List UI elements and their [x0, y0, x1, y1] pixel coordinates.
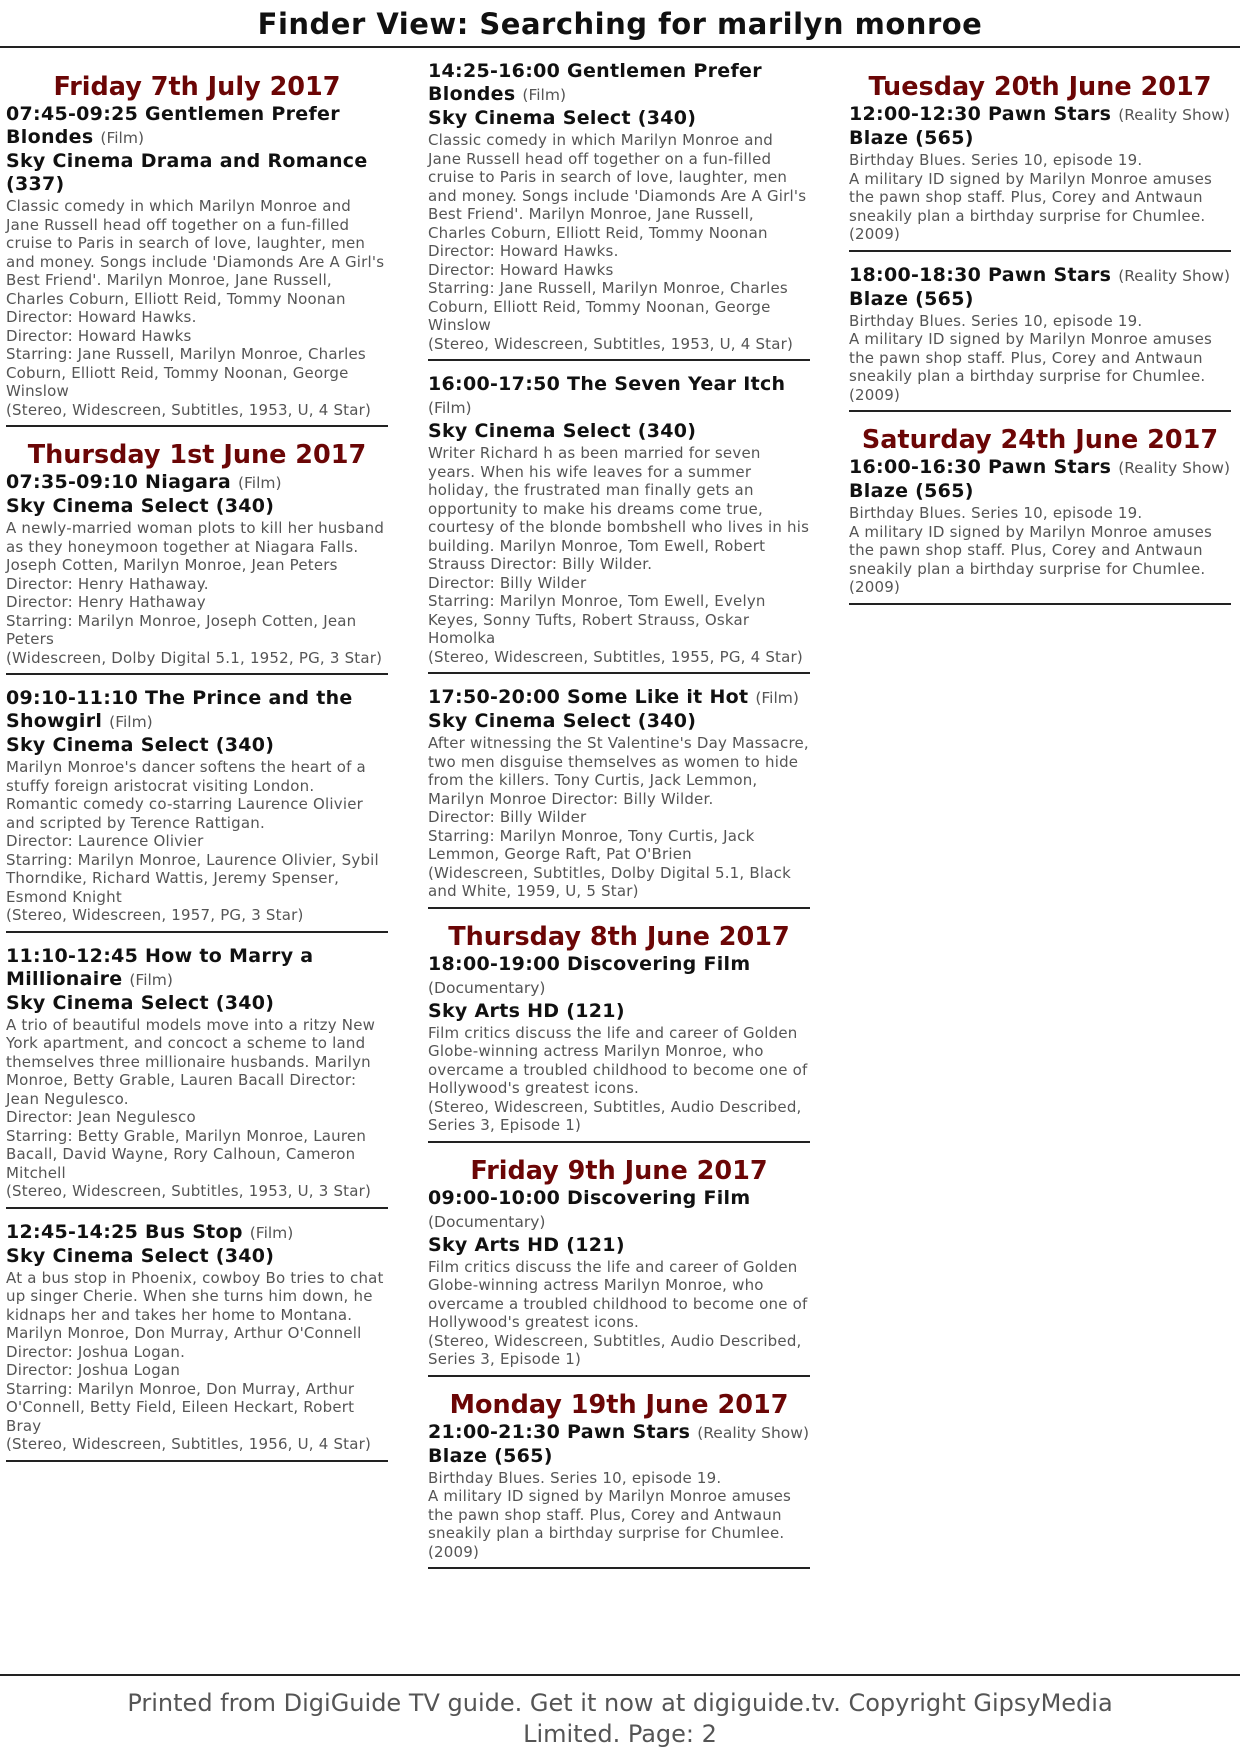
programme-genre: (Documentary)	[428, 978, 546, 997]
programme-genre: (Reality Show)	[1118, 459, 1231, 477]
programme-description: Birthday Blues. Series 10, episode 19. A military ID signed by Marilyn Monroe amuses the pawn shop staff. Plus, Corey and Antwaun sneakily plan a birthday surprise for Chumlee. (2009)	[849, 151, 1213, 243]
programme-channel: Sky Cinema Select (340)	[428, 710, 697, 732]
programme-description: Classic comedy in which Marilyn Monroe and Jane Russell head off together on a fun-filled cruise to Paris in search of love, laughter, men and money. Songs include 'Diamonds Are A Girl's Best Friend'. Marilyn Monroe, Jane Russell, Charles Coburn, Elliott Reid, Tommy Noonan Director: Howard Hawks. Director: Howard Hawks Starring: Jane Russell, Marilyn Monroe, Charles Coburn, Elliott Reid, Tommy Noonan, George Winslow (Stereo, Widescreen, Subtitles, 1953, U, 4 Star)	[6, 197, 385, 419]
programme-time-title: 07:35-09:10 Niagara	[6, 471, 232, 493]
programme-channel: Sky Cinema Select (340)	[6, 495, 275, 517]
programme-time-title: 16:00-16:30 Pawn Stars	[849, 456, 1112, 478]
programme-heading	[6, 945, 388, 992]
programme-description: Classic comedy in which Marilyn Monroe and Jane Russell head off together on a fun-filled cruise to Paris in search of love, laughter, men and money. Songs include 'Diamonds Are A Girl's Best Friend'. Marilyn Monroe, Jane Russell, Charles Coburn, Elliott Reid, Tommy Noonan Director: Howard Hawks. Director: Howard Hawks Starring: Jane Russell, Marilyn Monroe, Charles Coburn, Elliott Reid, Tommy Noonan, George Winslow (Stereo, Widescreen, Subtitles, 1953, U, 4 Star)	[428, 131, 807, 353]
programme-genre: (Film)	[237, 474, 282, 492]
programme-description: Film critics discuss the life and career of Golden Globe-winning actress Marilyn Monroe, who overcame a troubled childhood to become one of Hollywood's greatest icons. (Stereo, Widescreen, Subtitles, Audio Described, Series 3, Episode 1)	[428, 1023, 808, 1134]
programme-genre: (Documentary)	[428, 1212, 546, 1231]
programme-description: Film critics discuss the life and career of Golden Globe-winning actress Marilyn Monroe, who overcame a troubled childhood to become one of Hollywood's greatest icons. (Stereo, Widescreen, Subtitles, Audio Described, Series 3, Episode 1)	[428, 1257, 808, 1368]
programme-entry[interactable]	[6, 945, 388, 1209]
programme-heading	[428, 373, 810, 420]
day-heading: Tuesday 20th June 2017	[868, 72, 1212, 102]
programme-genre: (Film)	[109, 713, 153, 731]
programme-genre: (Reality Show)	[1118, 266, 1231, 285]
programme-description: A trio of beautiful models move into a ritzy New York apartment, and concoct a scheme to land themselves three millionaire husbands. Marilyn Monroe, Betty Grable, Lauren Bacall Director: Jean Negulesco. Director: Jean Negulesco Starring: Betty Grable, Marilyn Monroe, Lauren Bacall, David Wayne, Rory Calhoun, Cameron Mitchell (Stereo, Widescreen, Subtitles, 1953, U, 3 Star)	[6, 1015, 376, 1200]
programme-entry[interactable]	[6, 687, 388, 933]
programme-heading	[428, 953, 810, 1000]
day-heading: Monday 19th June 2017	[449, 1389, 789, 1420]
programme-channel: Blaze (565)	[849, 127, 974, 149]
programme-genre: (Film)	[755, 689, 799, 707]
programme-entry[interactable]	[428, 60, 810, 361]
programme-genre: (Film)	[522, 86, 566, 104]
programme-channel: Sky Cinema Select (340)	[6, 1244, 275, 1267]
programme-entry[interactable]	[428, 1187, 810, 1377]
programme-channel: Sky Cinema Drama and Romance (337)	[6, 150, 368, 195]
programme-channel: Sky Cinema Select (340)	[428, 420, 697, 442]
day-heading: Thursday 1st June 2017	[27, 440, 367, 470]
programme-description: Marilyn Monroe's dancer softens the heart of a stuffy foreign aristocrat visiting London. Romantic comedy co-starring Laurence Olivier and scripted by Terence Rattigan. Director: Laurence Olivier Starring: Marilyn Monroe, Laurence Olivier, Sybil Thorndike, Richard Wattis, Jeremy Spenser, Esmond Knight (Stereo, Widescreen, 1957, PG, 3 Star)	[6, 758, 379, 924]
programme-description: Birthday Blues. Series 10, episode 19. A military ID signed by Marilyn Monroe amuses the pawn shop staff. Plus, Corey and Antwaun sneakily plan a birthday surprise for Chumlee. (2009)	[428, 1468, 792, 1561]
programme-entry[interactable]	[849, 456, 1231, 605]
programme-genre: (Film)	[249, 1223, 294, 1242]
programme-entry[interactable]	[428, 686, 810, 909]
programme-entry[interactable]	[428, 953, 810, 1143]
programme-heading	[428, 686, 810, 710]
print-footer	[0, 1674, 1240, 1750]
programme-heading	[428, 60, 810, 107]
programme-channel: Sky Arts HD (121)	[428, 1233, 625, 1256]
programme-channel: Sky Cinema Select (340)	[6, 991, 275, 1014]
listing-column-3	[849, 60, 1231, 617]
programme-genre: (Reality Show)	[697, 1423, 810, 1442]
programme-heading	[428, 1187, 810, 1234]
programme-entry[interactable]	[428, 1421, 810, 1570]
programme-channel: Blaze (565)	[849, 287, 974, 310]
programme-heading	[6, 687, 388, 734]
programme-time-title: 14:25-16:00 Gentlemen Prefer Blondes	[428, 60, 762, 105]
programme-description: After witnessing the St Valentine's Day Massacre, two men disguise themselves as women to hide from the killers. Tony Curtis, Jack Lemmon, Marilyn Monroe Director: Billy Wilder. Director: Billy Wilder Starring: Marilyn Monroe, Tony Curtis, Jack Lemmon, George Raft, Pat O'Brien (Widescreen, Subtitles, Dolby Digital 5.1, Black and White, 1959, U, 5 Star)	[428, 734, 809, 900]
programme-genre: (Film)	[129, 970, 173, 989]
programme-heading	[6, 471, 388, 495]
programme-channel: Sky Arts HD (121)	[428, 999, 625, 1022]
programme-description: At a bus stop in Phoenix, cowboy Bo tries to chat up singer Cherie. When she turns him down, he kidnaps her and takes her home to Montana. Marilyn Monroe, Don Murray, Arthur O'Connell Director: Joshua Logan. Director: Joshua Logan Starring: Marilyn Monroe, Don Murray, Arthur O'Connell, Betty Field, Eileen Heckart, Robert Bray (Stereo, Widescreen, Subtitles, 1956, U, 4 Star)	[6, 1268, 384, 1453]
programme-entry[interactable]	[428, 373, 810, 674]
programme-time-title: 12:00-12:30 Pawn Stars	[849, 103, 1112, 125]
programme-genre: (Film)	[100, 129, 144, 147]
programme-description: Birthday Blues. Series 10, episode 19. A military ID signed by Marilyn Monroe amuses the pawn shop staff. Plus, Corey and Antwaun sneakily plan a birthday surprise for Chumlee. (2009)	[849, 504, 1213, 596]
programme-time-title: 09:00-10:00 Discovering Film	[428, 1186, 751, 1209]
programme-time-title: 18:00-18:30 Pawn Stars	[849, 263, 1112, 286]
programme-description: A newly-married woman plots to kill her husband as they honeymoon together at Niagara Falls. Joseph Cotten, Marilyn Monroe, Jean Peters Director: Henry Hathaway. Director: Henry Hathaway Starring: Marilyn Monroe, Joseph Cotten, Jean Peters (Widescreen, Dolby Digital 5.1, 1952, PG, 3 Star)	[6, 519, 385, 667]
programme-genre: (Film)	[428, 399, 472, 417]
programme-time-title: 09:10-11:10 The Prince and the Showgirl	[6, 687, 353, 732]
programme-time-title: 07:45-09:25 Gentlemen Prefer Blondes	[6, 103, 340, 148]
footer-text: Printed from DigiGuide TV guide. Get it now at digiguide.tv. Copyright GipsyMedia Limited. Page: 2	[127, 1689, 1113, 1748]
programme-entry[interactable]	[849, 103, 1231, 252]
programme-description: Writer Richard h as been married for seven years. When his wife leaves for a summer holiday, the frustrated man finally gets an opportunity to make his dreams come true, courtesy of the blonde bombshell who lives in his building. Marilyn Monroe, Tom Ewell, Robert Strauss Director: Billy Wilder. Director: Billy Wilder Starring: Marilyn Monroe, Tom Ewell, Evelyn Keyes, Sonny Tufts, Robert Strauss, Oskar Homolka (Stereo, Widescreen, Subtitles, 1955, PG, 4 Star)	[428, 444, 810, 666]
programme-channel: Sky Cinema Select (340)	[6, 734, 275, 756]
day-heading: Thursday 8th June 2017	[448, 921, 790, 952]
listing-column-1	[6, 60, 388, 1474]
day-heading: Saturday 24th June 2017	[861, 425, 1219, 455]
programme-heading	[849, 456, 1231, 480]
programme-time-title: 18:00-19:00 Discovering Film	[428, 952, 751, 975]
programme-description: Birthday Blues. Series 10, episode 19. A military ID signed by Marilyn Monroe amuses the pawn shop staff. Plus, Corey and Antwaun sneakily plan a birthday surprise for Chumlee. (2009)	[849, 311, 1213, 404]
page-title: Finder View: Searching for marilyn monroe	[0, 0, 1240, 48]
programme-channel: Sky Cinema Select (340)	[428, 107, 697, 129]
programme-time-title: 21:00-21:30 Pawn Stars	[428, 1420, 691, 1443]
programme-heading	[428, 1421, 810, 1445]
programme-time-title: 12:45-14:25 Bus Stop	[6, 1220, 243, 1243]
programme-time-title: 17:50-20:00 Some Like it Hot	[428, 686, 749, 708]
programme-heading	[849, 264, 1231, 288]
programme-entry[interactable]	[6, 1221, 388, 1462]
listing-column-2	[428, 60, 810, 1581]
programme-heading	[6, 1221, 388, 1245]
programme-channel: Blaze (565)	[849, 480, 974, 502]
programme-time-title: 16:00-17:50 The Seven Year Itch	[428, 373, 786, 395]
programme-heading	[849, 103, 1231, 127]
programme-entry[interactable]	[6, 471, 388, 675]
programme-channel: Blaze (565)	[428, 1444, 553, 1467]
programme-time-title: 11:10-12:45 How to Marry a Millionaire	[6, 944, 314, 990]
programme-entry[interactable]	[849, 264, 1231, 413]
day-heading: Friday 7th July 2017	[53, 72, 341, 102]
programme-entry[interactable]	[6, 103, 388, 427]
programme-genre: (Reality Show)	[1118, 106, 1231, 124]
programme-heading	[6, 103, 388, 150]
day-heading: Friday 9th June 2017	[470, 1155, 768, 1186]
